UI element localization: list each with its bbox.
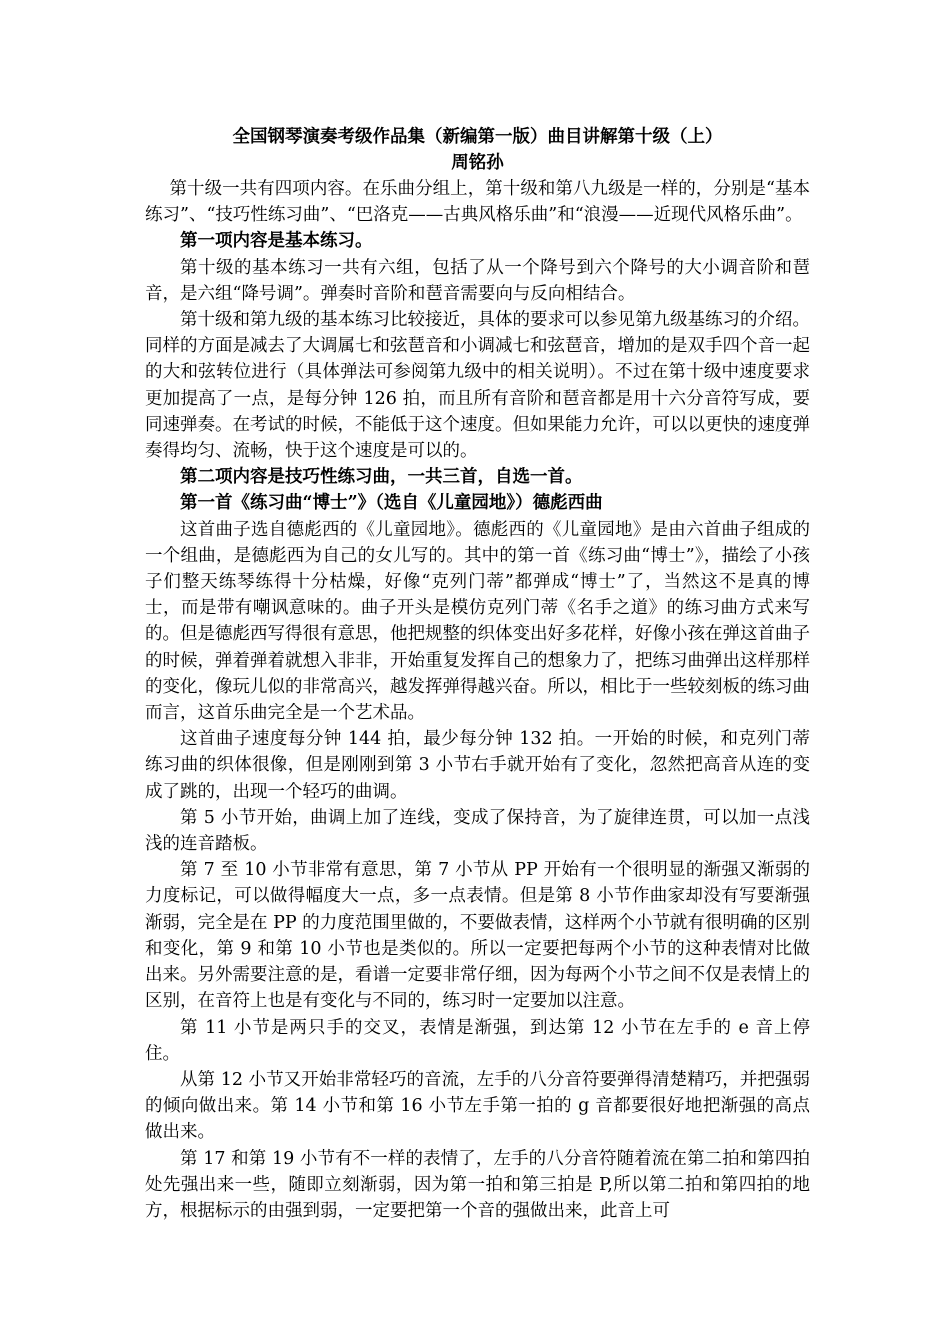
document-body bbox=[145, 176, 810, 1224]
section-heading: 第二项内容是技巧性练习曲，一共三首，自选一首。 bbox=[180, 467, 583, 488]
body-paragraph: 第十级一共有四项内容。在乐曲分组上，第十级和第八九级是一样的，分别是“基本练习”、“技巧性练习曲”、“巴洛克——古典风格乐曲”和“浪漫——近现代风格乐曲”。 bbox=[145, 179, 810, 226]
document-page bbox=[145, 124, 810, 1224]
body-paragraph: 第 17 和第 19 小节有不一样的表情了，左手的八分音符随着流在第二拍和第四拍处先强出来一些，随即立刻渐弱，因为第一拍和第三拍是 P,所以第二拍和第四拍的地方，根据标示的由强到弱，一定要把第一个音的强做出来，此音上可 bbox=[145, 1148, 810, 1221]
body-paragraph: 第十级和第九级的基本练习比较接近，具体的要求可以参见第九级基练习的介绍。同样的方面是减去了大调属七和弦琶音和小调减七和弦琶音，增加的是双手四个音一起的大和弦转位进行（具体弹法可参阅第九级中的相关说明）。不过在第十级中速度要求更加提高了一点，是每分钟 126 拍，而且所有音阶和琶音都是用十六分音符写成，要同速弹奏。在考试的时候，不能低于这个速度。但如果能力允许，可以以更快的速度弹奏得均匀、流畅，快于这个速度是可以的。 bbox=[145, 310, 810, 462]
body-paragraph: 这首曲子速度每分钟 144 拍，最少每分钟 132 拍。一开始的时候，和克列门蒂练习曲的织体很像，但是刚刚到第 3 小节右手就开始有了变化，忽然把高音从连的变成了跳的，出现一个轻巧的曲调。 bbox=[145, 729, 810, 802]
section-heading: 第一项内容是基本练习。 bbox=[180, 231, 373, 252]
body-paragraph: 从第 12 小节又开始非常轻巧的音流，左手的八分音符要弹得清楚精巧，并把强弱的倾向做出来。第 14 小节和第 16 小节左手第一拍的 g 音都要很好地把渐强的高点做出来。 bbox=[145, 1069, 810, 1143]
body-paragraph: 第 5 小节开始，曲调上加了连线，变成了保持音，为了旋律连贯，可以加一点浅浅的连音踏板。 bbox=[145, 807, 810, 855]
body-paragraph: 第 11 小节是两只手的交叉，表情是渐强，到达第 12 小节在左手的 e 音上停住。 bbox=[145, 1017, 810, 1064]
document-author: 周铭孙 bbox=[451, 153, 504, 173]
section-heading: 第一首《练习曲“博士”》（选自《儿童园地》）德彪西曲 bbox=[180, 493, 603, 514]
body-paragraph: 第 7 至 10 小节非常有意思，第 7 小节从 PP 开始有一个很明显的渐强又渐弱的力度标记，可以做得幅度大一点，多一点表情。但是第 8 小节作曲家却没有写要渐强渐弱，完全是在 PP 的力度范围里做的，不要做表情，这样两个小节就有很明确的区别和变化，第 9 和第 10 小节也是类似的。所以一定要把每两个小节的这种表情对比做出来。另外需要注意的是，看谱一定要非常仔细，因为每两个小节之间不仅是表情上的区别，在音符上也是有变化与不同的，练习时一定要加以注意。 bbox=[145, 860, 810, 1012]
body-paragraph: 这首曲子选自德彪西的《儿童园地》。德彪西的《儿童园地》是由六首曲子组成的一个组曲，是德彪西为自己的女儿写的。其中的第一首《练习曲“博士”》，描绘了小孩子们整天练琴练得十分枯燥，好像“克列门蒂”都弹成“博士”了，当然这不是真的博士，而是带有嘲讽意味的。曲子开头是模仿克列门蒂《名手之道》的练习曲方式来写的。但是德彪西写得很有意思，他把规整的织体变出好多花样，好像小孩在弹这首曲子的时候，弹着弹着就想入非非，开始重复发挥自己的想象力了，把练习曲弹出这样那样的变化，像玩儿似的非常高兴，越发挥弹得越兴奋。所以，相比于一些较刻板的练习曲而言，这首乐曲完全是一个艺术品。 bbox=[145, 519, 810, 724]
body-paragraph: 第十级的基本练习一共有六组，包括了从一个降号到六个降号的大小调音阶和琶音，是六组“降号调”。弹奏时音阶和琶音需要向与反向相结合。 bbox=[145, 257, 810, 304]
document-title: 全国钢琴演奏考级作品集（新编第一版）曲目讲解第十级（上） bbox=[232, 127, 723, 147]
